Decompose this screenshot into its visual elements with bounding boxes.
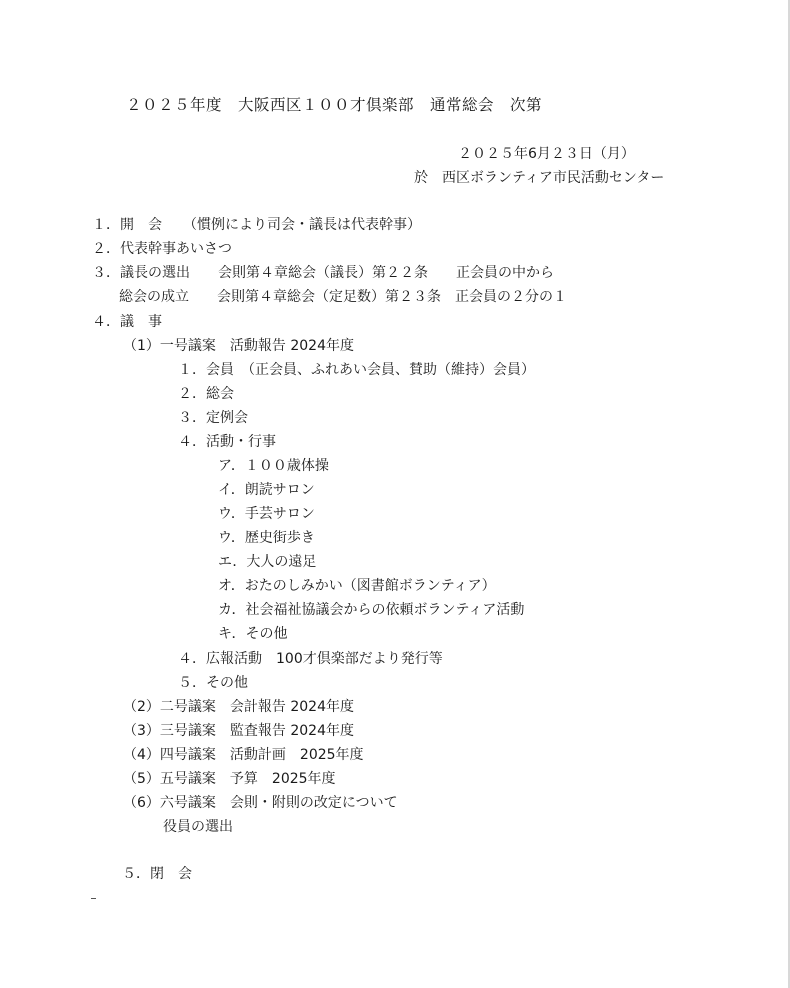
item-agenda-heading: ４．議 事 bbox=[92, 314, 162, 330]
bill-1-activities: ４．活動・行事 bbox=[178, 434, 276, 450]
bill-4: （4）四号議案 活動計画 2025年度 bbox=[123, 747, 364, 763]
meeting-venue: 於 西区ボランティア市民活動センター bbox=[414, 170, 665, 186]
bill-1-members: １．会員 （正会員、ふれあい会員、賛助（維持）会員） bbox=[178, 362, 535, 378]
item-greeting: ２．代表幹事あいさつ bbox=[92, 241, 232, 257]
bill-1-pr: ４．広報活動 100才倶楽部だより発行等 bbox=[178, 651, 443, 667]
activity-a: ア．１００歳体操 bbox=[218, 458, 329, 474]
item-opening: １．開 会 （慣例により司会・議長は代表幹事） bbox=[92, 217, 421, 233]
meeting-date: ２０２５年6月２３日（月） bbox=[458, 146, 635, 162]
bill-5: （5）五号議案 予算 2025年度 bbox=[123, 771, 336, 787]
activity-o: オ．おたのしみかい（図書館ボランティア） bbox=[218, 578, 496, 594]
bill-1-general-meeting: ２．総会 bbox=[178, 386, 234, 402]
activity-u2: ウ．歴史街歩き bbox=[218, 530, 315, 546]
bill-3: （3）三号議案 監査報告 2024年度 bbox=[123, 723, 354, 739]
activity-ki: キ．その他 bbox=[218, 626, 288, 642]
document-title: ２０２５年度 大阪西区１００才倶楽部 通常総会 次第 bbox=[126, 96, 543, 114]
bill-6: （6）六号議案 会則・附則の改定について bbox=[123, 795, 398, 811]
activity-e: エ．大人の遠足 bbox=[218, 554, 317, 570]
item-quorum: 総会の成立 会則第４章総会（定足数）第２３条 正会員の２分の１ bbox=[119, 289, 567, 305]
bill-1: （1）一号議案 活動報告 2024年度 bbox=[123, 338, 354, 354]
activity-ka: カ．社会福祉協議会からの依頼ボランティア活動 bbox=[218, 602, 525, 618]
bill-2: （2）二号議案 会計報告 2024年度 bbox=[123, 699, 354, 715]
activity-u1: ウ．手芸サロン bbox=[218, 506, 315, 522]
bill-6-officers: 役員の選出 bbox=[163, 819, 233, 835]
stray-mark bbox=[91, 898, 96, 899]
item-closing: ５．閉 会 bbox=[122, 866, 192, 882]
bill-1-other: ５．その他 bbox=[178, 675, 248, 691]
item-chair-election: ３．議長の選出 会則第４章総会（議長）第２２条 正会員の中から bbox=[92, 265, 554, 281]
bill-1-regular-meeting: ３．定例会 bbox=[178, 410, 248, 426]
activity-i: イ．朗読サロン bbox=[218, 482, 315, 498]
